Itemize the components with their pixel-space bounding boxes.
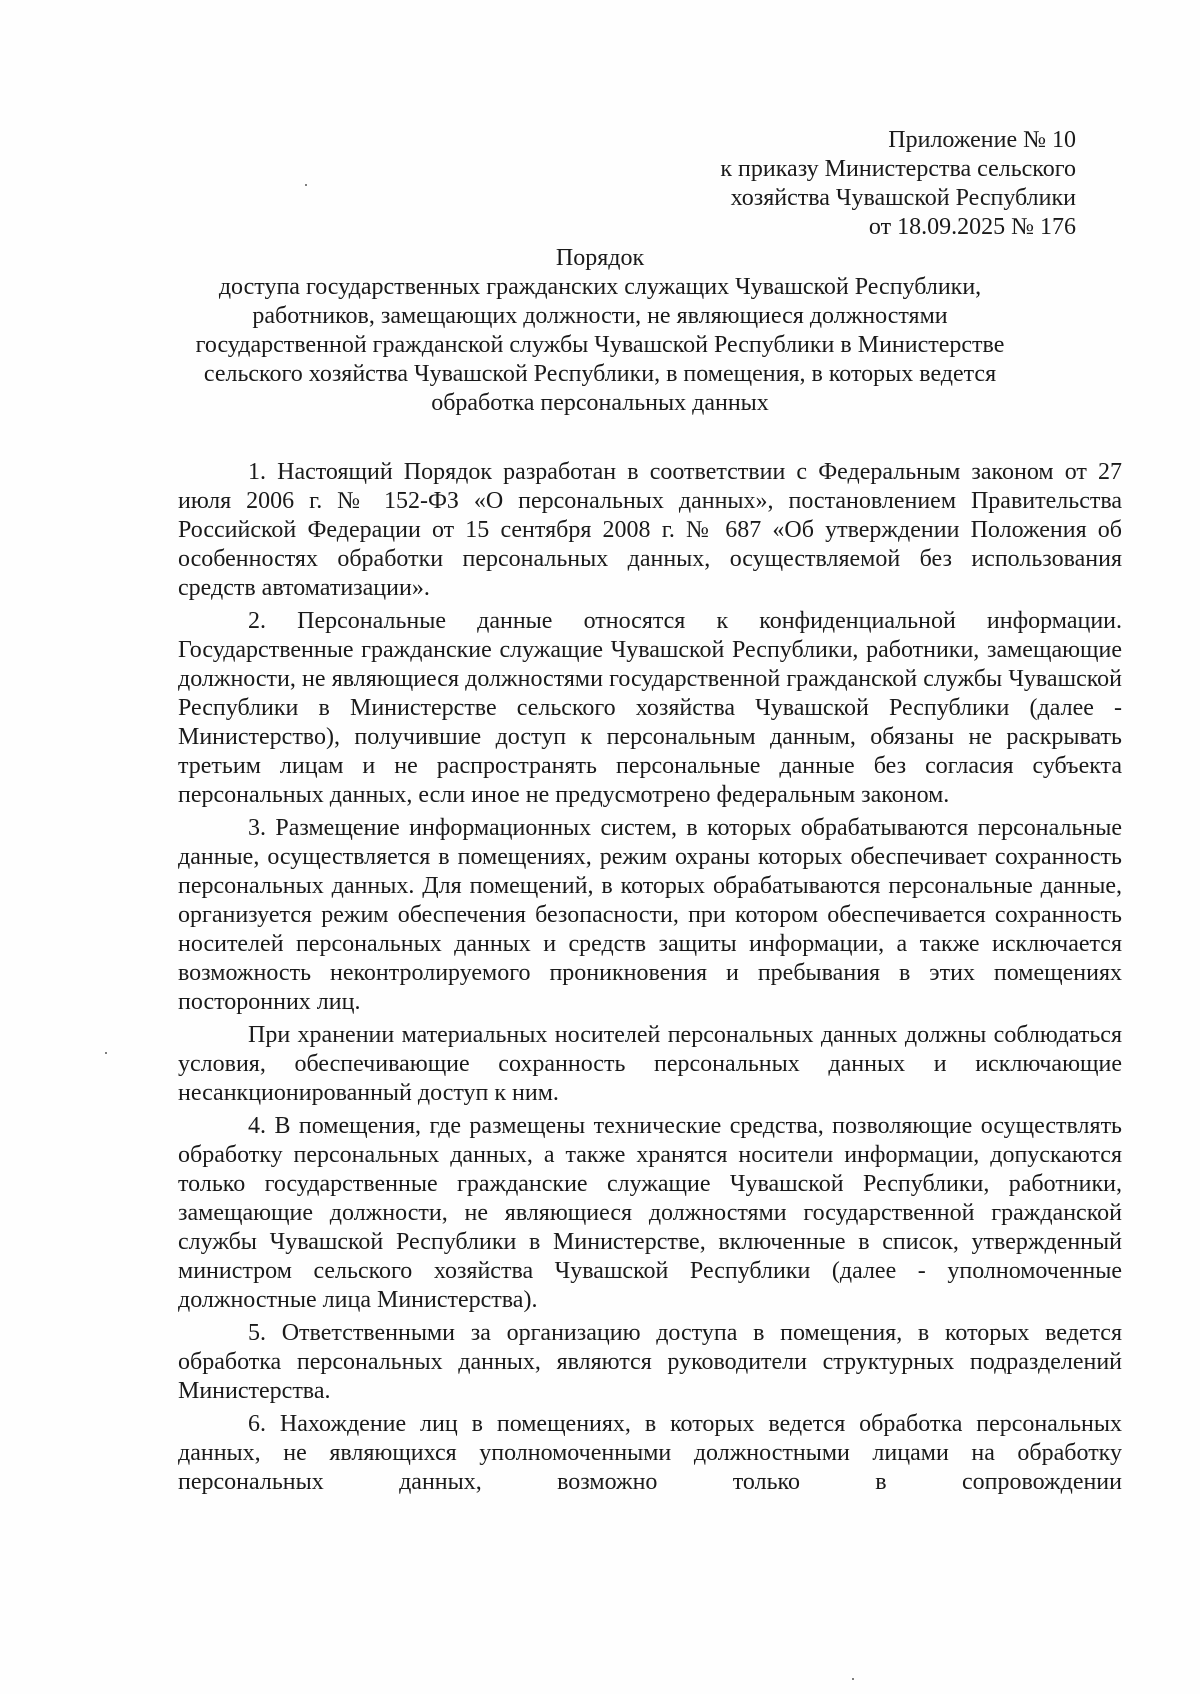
title-line: доступа государственных гражданских служащих Чувашской Республики, (218, 274, 982, 300)
appendix-header (720, 126, 1076, 242)
paragraph-4: 4. В помещения, где размещены технические средства, позволяющие осуществлять обработку персональных данных, а также хранятся носители информации, допускаются только государственные гражданские служащие Чувашской Республики, работники, замещающие должности, не являющиеся должностями государственной гражданской службы Чувашской Республики в Министерстве, включенные в список, утвержденный министром сельского хозяйства Чувашской Республики (далее - уполномоченные должностные лица Министерства). (178, 1113, 1122, 1313)
scan-speck (305, 184, 307, 186)
title-line: государственной гражданской службы Чувашской Республики в Министерстве (195, 332, 1005, 358)
paragraph-3: 3. Размещение информационных систем, в которых обрабатываются персональные данные, осуществляется в помещениях, режим охраны которых обеспечивает сохранность персональных данных. Для помещений, в которых обрабатываются персональные данные, организуется режим обеспечения безопасности, при котором обеспечивается сохранность носителей персональных данных и средств защиты информации, а также исключается возможность неконтролируемого проникновения и пребывания в этих помещениях посторонних лиц. (178, 815, 1122, 1015)
appendix-number: Приложение № 10 (888, 127, 1076, 153)
scan-speck (105, 1052, 107, 1054)
appendix-order-ref: к приказу Министерства сельского (720, 156, 1076, 182)
title-line: работников, замещающих должности, не являющиеся должностями (252, 303, 948, 329)
paragraph-1: 1. Настоящий Порядок разработан в соответствии с Федеральным законом от 27 июля 2006 г. № 152-ФЗ «О персональных данных», постановлением Правительства Российской Федерации от 15 сентября 2008 г. № 687 «Об утверждении Положения об особенностях обработки персональных данных, осуществляемой без использования средств автоматизации». (178, 459, 1122, 601)
paragraph-6: 6. Нахождение лиц в помещениях, в которых ведется обработка персональных данных, не являющихся уполномоченными должностными лицами на обработку персональных данных, возможно только в сопровождении (178, 1411, 1122, 1495)
paragraph-5: 5. Ответственными за организацию доступа в помещения, в которых ведется обработка персональных данных, являются руководители структурных подразделений Министерства. (178, 1320, 1122, 1404)
document-title (150, 244, 1050, 418)
title-line: обработка персональных данных (431, 390, 769, 416)
title-line: сельского хозяйства Чувашской Республики, в помещения, в которых ведется (203, 361, 997, 387)
appendix-date: от 18.09.2025 № 176 (868, 214, 1076, 240)
scan-speck (852, 1678, 854, 1680)
title-heading: Порядок (555, 245, 645, 271)
paragraph-2: 2. Персональные данные относятся к конфиденциальной информации. Государственные гражданские служащие Чувашской Республики, работники, замещающие должности, не являющиеся должностями государственной гражданской службы Чувашской Республики в Министерстве сельского хозяйства Чувашской Республики (далее - Министерство), получившие доступ к персональным данным, обязаны не раскрывать третьим лицам и не распространять персональные данные без согласия субъекта персональных данных, если иное не предусмотрено федеральным законом. (178, 608, 1122, 808)
document-body (178, 458, 1122, 1501)
appendix-ministry: хозяйства Чувашской Республики (730, 185, 1076, 211)
paragraph-3-storage: При хранении материальных носителей персональных данных должны соблюдаться условия, обеспечивающие сохранность персональных данных и исключающие несанкционированный доступ к ним. (178, 1022, 1122, 1106)
